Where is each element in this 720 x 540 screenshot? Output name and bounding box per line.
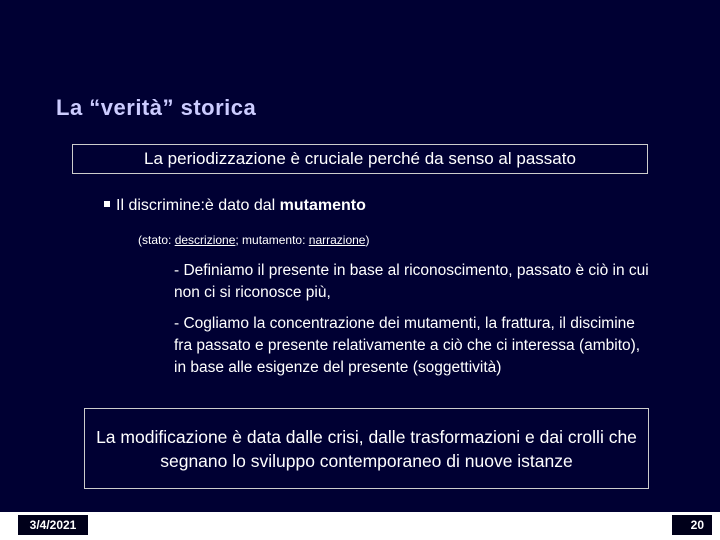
slide-title: La “verità” storica bbox=[56, 95, 257, 120]
bullet-item bbox=[104, 197, 366, 215]
note-close: ) bbox=[365, 233, 370, 247]
note-term-narrazione: narrazione bbox=[308, 233, 366, 247]
paragraph-presente: - Definiamo il presente in base al riconoscimento, passato è ciò in cui non ci si riconosce più, bbox=[174, 262, 649, 301]
note-line bbox=[138, 233, 369, 247]
highlight-box-bottom bbox=[84, 408, 649, 489]
highlight-box-bottom-text: La modificazione è data dalle crisi, dalle trasformazioni e dai crolli che segnano lo sviluppo contemporaneo di nuove istanze bbox=[96, 426, 637, 471]
footer-bar bbox=[0, 512, 720, 540]
square-bullet-icon bbox=[104, 201, 110, 207]
note-term-descrizione: descrizione bbox=[174, 233, 236, 247]
note-open: (stato: bbox=[138, 233, 175, 247]
highlight-box-top-text: La periodizzazione è cruciale perché da senso al passato bbox=[144, 149, 576, 168]
paragraph-mutamenti: - Cogliamo la concentrazione dei mutamenti, la frattura, il discimine fra passato e presente relativamente a ciò che ci interessa (ambito), in base alle esigenze del presente (soggettività) bbox=[174, 315, 641, 376]
highlight-box-top bbox=[72, 144, 648, 174]
bullet-text: Il discrimine:è dato dal bbox=[116, 197, 280, 214]
bullet-bold-term: mutamento bbox=[279, 197, 366, 214]
footer-date: 3/4/2021 bbox=[18, 515, 88, 535]
page-number: 20 bbox=[672, 515, 712, 535]
note-mid: ; mutamento: bbox=[235, 233, 309, 247]
